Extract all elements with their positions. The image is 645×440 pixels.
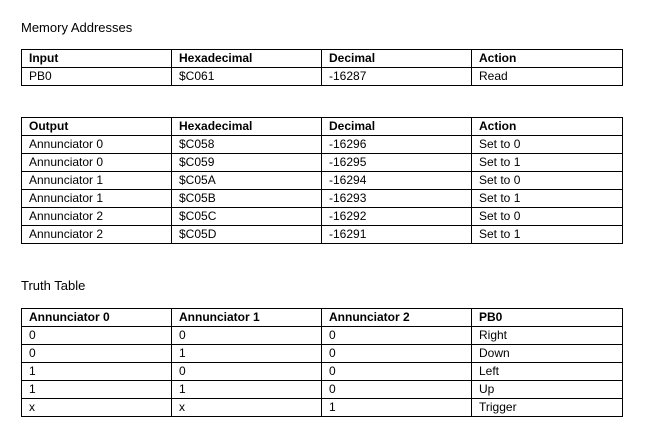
table-cell: Set to 0 [472, 172, 623, 190]
table-header-row [22, 50, 623, 68]
table-cell: -16295 [322, 154, 472, 172]
table-row [22, 190, 623, 208]
table-cell: -16293 [322, 190, 472, 208]
table-cell: 1 [322, 399, 472, 417]
table-cell: Annunciator 1 [22, 172, 172, 190]
table-cell: Set to 1 [472, 190, 623, 208]
column-header: Annunciator 2 [322, 309, 472, 327]
table-cell: Annunciator 2 [22, 208, 172, 226]
table-cell: Set to 0 [472, 208, 623, 226]
table-cell: 0 [322, 327, 472, 345]
table-cell: $C05B [172, 190, 322, 208]
table-row [22, 345, 623, 363]
table-cell: $C058 [172, 136, 322, 154]
table-cell: Down [472, 345, 623, 363]
table-cell: Set to 1 [472, 154, 623, 172]
output-table [21, 117, 623, 244]
table-row [22, 154, 623, 172]
column-header: Action [472, 50, 623, 68]
column-header: Decimal [322, 50, 472, 68]
table-cell: 0 [22, 345, 172, 363]
table-cell: 1 [172, 345, 322, 363]
column-header: Hexadecimal [172, 118, 322, 136]
table-cell: 0 [172, 363, 322, 381]
table-cell: $C059 [172, 154, 322, 172]
column-header: Decimal [322, 118, 472, 136]
table-row [22, 208, 623, 226]
truth-table [21, 308, 623, 417]
table-cell: 0 [322, 363, 472, 381]
table-cell: Annunciator 2 [22, 226, 172, 244]
table-cell: 1 [22, 363, 172, 381]
table-cell: Left [472, 363, 623, 381]
table-row [22, 327, 623, 345]
table-cell: -16292 [322, 208, 472, 226]
table-cell: 1 [172, 381, 322, 399]
table-row [22, 68, 623, 86]
table-cell: 1 [22, 381, 172, 399]
table-cell: PB0 [22, 68, 172, 86]
table-cell: $C05A [172, 172, 322, 190]
table-row [22, 136, 623, 154]
table-cell: Annunciator 1 [22, 190, 172, 208]
table-cell: -16287 [322, 68, 472, 86]
table-cell: $C05C [172, 208, 322, 226]
column-header: Output [22, 118, 172, 136]
table-cell: Up [472, 381, 623, 399]
input-table [21, 49, 623, 86]
column-header: Annunciator 0 [22, 309, 172, 327]
column-header: PB0 [472, 309, 623, 327]
table-cell: Annunciator 0 [22, 136, 172, 154]
table-cell: $C061 [172, 68, 322, 86]
column-header: Action [472, 118, 623, 136]
table-cell: 0 [322, 345, 472, 363]
column-header: Annunciator 1 [172, 309, 322, 327]
table-cell: Read [472, 68, 623, 86]
table-cell: Set to 0 [472, 136, 623, 154]
table-cell: Right [472, 327, 623, 345]
table-row [22, 363, 623, 381]
table-cell: Set to 1 [472, 226, 623, 244]
table-cell: $C05D [172, 226, 322, 244]
table-cell: -16296 [322, 136, 472, 154]
table-cell: 0 [172, 327, 322, 345]
table-cell: x [172, 399, 322, 417]
table-header-row [22, 118, 623, 136]
truth-table-title: Truth Table [21, 278, 86, 293]
table-cell: 0 [322, 381, 472, 399]
table-header-row [22, 309, 623, 327]
column-header: Input [22, 50, 172, 68]
table-row [22, 399, 623, 417]
table-cell: Trigger [472, 399, 623, 417]
memory-addresses-title: Memory Addresses [21, 20, 133, 35]
table-cell: Annunciator 0 [22, 154, 172, 172]
table-cell: x [22, 399, 172, 417]
table-row [22, 381, 623, 399]
table-cell: -16291 [322, 226, 472, 244]
table-row [22, 172, 623, 190]
table-cell: -16294 [322, 172, 472, 190]
table-cell: 0 [22, 327, 172, 345]
table-row [22, 226, 623, 244]
column-header: Hexadecimal [172, 50, 322, 68]
